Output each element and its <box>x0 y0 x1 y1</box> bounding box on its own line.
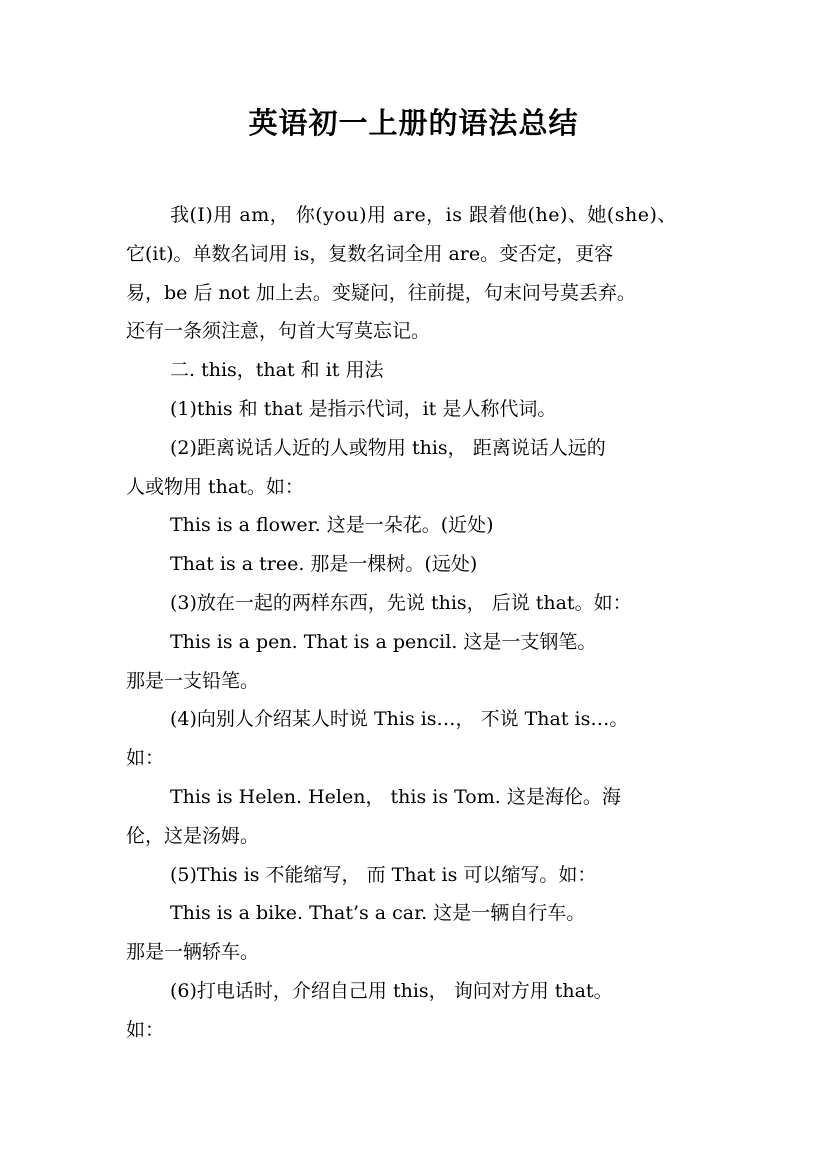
text-line: 它(it)。单数名词用 is，复数名词全用 are。变否定，更容 <box>126 242 614 265</box>
text-line: (6)打电话时，介绍自己用 this， 询问对方用 that。 <box>170 979 613 1002</box>
text-line: (4)向别人介绍某人时说 This is…， 不说 That is…。 <box>170 708 629 731</box>
text-line: 如： <box>126 747 165 770</box>
document-body <box>126 196 706 1050</box>
example-line: 那是一辆轿车。 <box>126 941 260 964</box>
text-line: 我(I)用 am， 你(you)用 are，is 跟着他(he)、她(she)、 <box>170 204 677 226</box>
example-line: This is a bike. That’s a car. 这是一辆自行车。 <box>170 902 586 925</box>
text-line: (2)距离说话人近的人或物用 this， 距离说话人远的 <box>170 436 606 459</box>
text-line: 还有一条须注意，句首大写莫忘记。 <box>126 320 431 343</box>
example-line: This is Helen. Helen， this is Tom. 这是海伦。海 <box>170 785 621 808</box>
text-line: (5)This is 不能缩写， 而 That is 可以缩写。如： <box>170 863 597 886</box>
example-line: 伦，这是汤姆。 <box>126 824 260 847</box>
text-line: (1)this 和 that 是指示代词，it 是人称代词。 <box>170 397 557 420</box>
example-line: This is a pen. That is a pencil. 这是一支钢笔。 <box>170 630 597 653</box>
text-line: 人或物用 that。如： <box>126 475 304 498</box>
text-line: 易，be 后 not 加上去。变疑问，往前提，句末问号莫丢弃。 <box>126 281 636 304</box>
example-line: 那是一支铅笔。 <box>126 669 260 692</box>
document-title: 英语初一上册的语法总结 <box>248 106 579 140</box>
example-line: This is a flower. 这是一朵花。(近处) <box>170 514 494 537</box>
text-line: 如： <box>126 1018 165 1041</box>
section-heading: 二. this，that 和 it 用法 <box>170 359 384 382</box>
text-line: (3)放在一起的两样东西，先说 this， 后说 that。如： <box>170 591 632 614</box>
example-line: That is a tree. 那是一棵树。(远处) <box>170 553 478 576</box>
